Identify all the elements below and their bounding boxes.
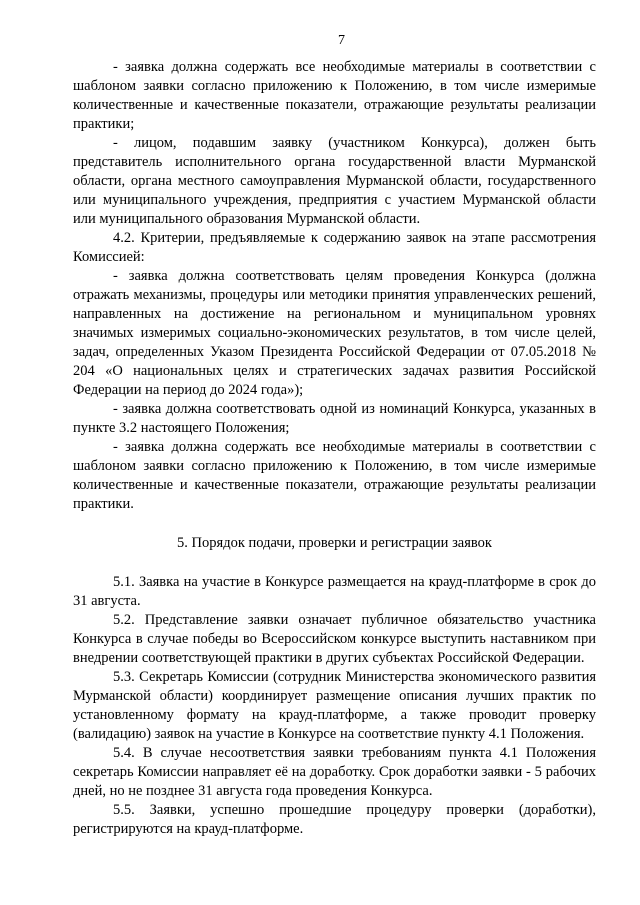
page-number: 7 xyxy=(338,33,345,48)
paragraph-requirement-materials-2: - заявка должна содержать все необходимые материалы в соответствии с шаблоном заявки согласно приложению к Положению, в том числе измеримые количественные и качественные показатели, отражающие результаты реализации практики. xyxy=(73,439,596,512)
paragraph-5-5: 5.5. Заявки, успешно прошедшие процедуру проверки (доработки), регистрируются на крауд-платформе. xyxy=(73,802,596,837)
paragraph-criteria-heading: 4.2. Критерии, предъявляемые к содержанию заявок на этапе рассмотрения Комиссией: xyxy=(73,230,596,265)
paragraph-5-4: 5.4. В случае несоответствия заявки требованиям пункта 4.1 Положения секретарь Комиссии направляет её на доработку. Срок доработки заявки - 5 рабочих дней, но не позднее 31 августа года проведения Конкурса. xyxy=(73,745,596,799)
paragraph-requirement-applicant: - лицом, подавшим заявку (участником Конкурса), должен быть представитель исполнительного органа государственной власти Мурманской области, органа местного самоуправления Мурманской области, государственного или муниципального учреждения, предприятия с участием Мурманской области или муниципального образования Мурманской области. xyxy=(73,135,596,227)
paragraph-5-3: 5.3. Секретарь Комиссии (сотрудник Министерства экономического развития Мурманской области) координирует размещение описания лучших практик по установленному формату на крауд-платформе, а также проводит проверку (валидацию) заявок на участие в Конкурсе на соответствие пункту 4.1 Положения. xyxy=(73,669,596,742)
paragraph-criteria-goals: - заявка должна соответствовать целям проведения Конкурса (должна отражать механизмы, процедуры или методики принятия управленческих решений, направленных на достижение на региональном и муниципальном уровнях значимых измеримых социально-экономических результатов, в том числе целей, задач, определенных Указом Президента Российской Федерации от 07.05.2018 № 204 «О национальных целях и стратегических задачах развития Российской Федерации на период до 2024 года»); xyxy=(73,268,596,398)
paragraph-criteria-nomination: - заявка должна соответствовать одной из номинаций Конкурса, указанных в пункте 3.2 настоящего Положения; xyxy=(73,401,596,436)
paragraph-requirement-materials-1: - заявка должна содержать все необходимые материалы в соответствии с шаблоном заявки согласно приложению к Положению, в том числе измеримые количественные и качественные показатели, отражающие результаты реализации практики; xyxy=(73,59,596,132)
paragraph-5-2: 5.2. Представление заявки означает публичное обязательство участника Конкурса в случае победы во Всероссийском конкурсе выступить наставником при внедрении соответствующей практики в других субъектах Российской Федерации. xyxy=(73,612,596,666)
section-title: 5. Порядок подачи, проверки и регистрации заявок xyxy=(177,535,492,551)
paragraph-5-1: 5.1. Заявка на участие в Конкурсе размещается на крауд-платформе в срок до 31 августа. xyxy=(73,574,596,609)
